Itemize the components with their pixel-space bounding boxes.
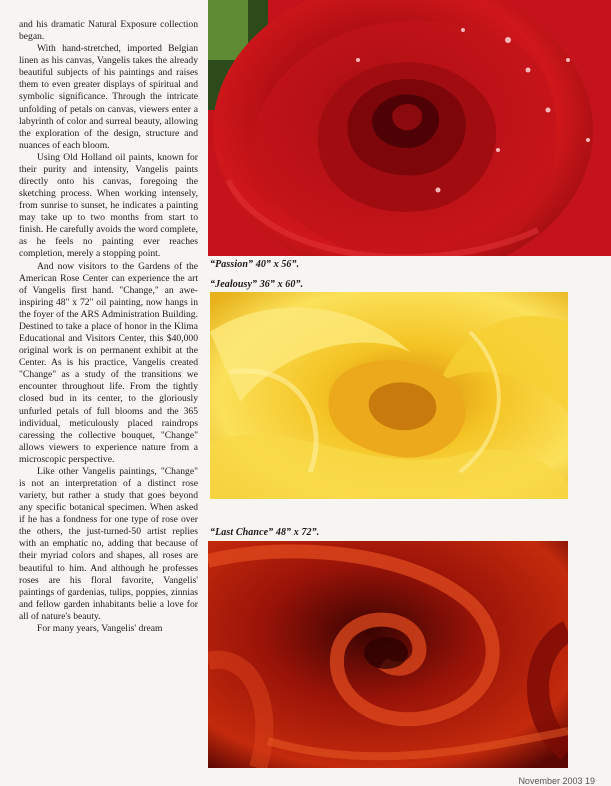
passion-painting [208, 0, 611, 256]
paragraph: and his dramatic Natural Exposure collection began. [19, 19, 198, 43]
paragraph: Like other Vangelis paintings, "Change" is not an interpretation of a distinct rose variety, but rather a study that goes beyond any specific botanical specimen. When asked if he has a fondness for one type of rose over the others, the just-turned-50 artist replies with an emphatic no, adding that because of their myriad colors and shapes, all roses are beautiful to him. And although he professes roses are his floral favorite, Vangelis' paintings of gardenias, tulips, poppies, zinnias and fellow garden inhabitants belie a love for all of nature's beauty. [19, 465, 198, 622]
paragraph: And now visitors to the Gardens of the American Rose Center can experience the art of Vangelis first hand. "Change," an awe-inspiring 48" x 72" oil painting, now hangs in the foyer of the ARS Administration Building. Destined to take a place of honor in the Klima Educational and Visitors Center, this $40,000 original work is on permanent exhibit at the Center. As is his practice, Vangelis created "Change" as a study of the transitions we encounter throughout life. From the tightly closed bud in its center, to the gloriously unfurled petals of full blooms and the 365 individual, meticulously placed raindrops caressing the collective bouquet, "Change" allows viewers to experience nature from a microscopic perspective. [19, 260, 198, 465]
jealousy-caption: “Jealousy” 36” x 60”. [210, 279, 304, 290]
jealousy-painting [210, 292, 568, 499]
paragraph: For many years, Vangelis' dream [37, 622, 163, 634]
last-chance-painting [208, 541, 568, 768]
paragraph: Using Old Holland oil paints, known for their purity and intensity, Vangelis paints directly onto his canvas, foregoing the sketching process. When working intensely, from sunrise to sunset, he indicates a painting may take up to two months from start to finish. He carefully avoids the word complete, as he feels no painting ever reaches completion, merely a stopping point. [19, 151, 198, 260]
paragraph: With hand-stretched, imported Belgian linen as his canvas, Vangelis takes the already beautiful subjects of his paintings and raises them to even greater displays of spiritual and symbolic significance. Through the intricate unfolding of petals on canvas, viewers enter a labyrinth of color and surreal beauty, allowing the exploration of the design, structure and nuances of each bloom. [19, 43, 198, 151]
article-column [19, 19, 198, 635]
passion-caption: “Passion” 40” x 56”. [210, 259, 300, 270]
last-chance-caption: “Last Chance” 48” x 72”. [210, 527, 320, 538]
page-folio: November 2003 19 [518, 776, 595, 786]
